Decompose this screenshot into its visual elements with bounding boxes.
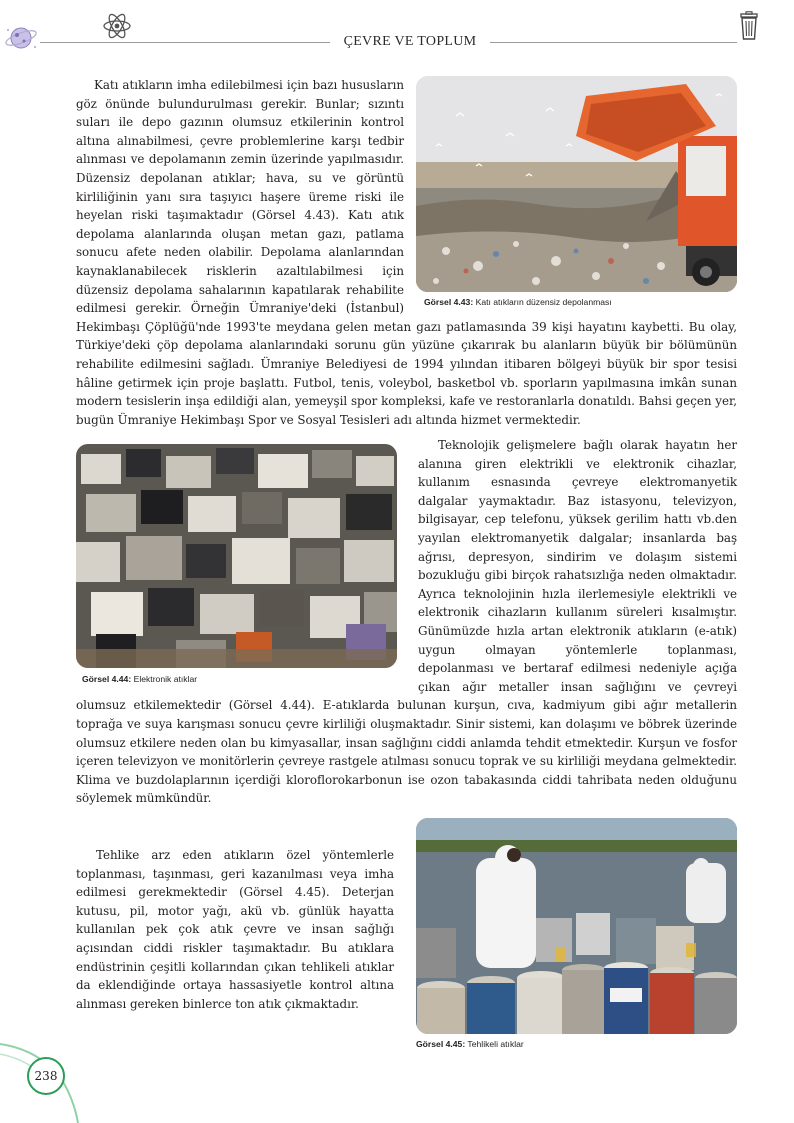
body-paragraph-1 (76, 76, 737, 429)
float-spacer (76, 436, 418, 688)
paragraph-text: Teknolojik gelişmelere bağlı olarak hayatın her alanına giren elektrikli ve elektronik cihazlar, kullanım esnasında çevreye elektromanyetik dalgalar yaymaktadır. Baz istasyonu, televizyon, bilgisayar, cep telefonu, yüksek gerilim hattı vb.den yayılan elektromanyetik dalgalar; insanlarda baş ağrısı, depresyon, sindirim ve dolaşım sistemi bozukluğu gibi birçok rahatsızlığa neden olmaktadır. Ayrıca teknolojinin hızla ilerlemesiyle elektrikli ve elektronik cihazların kullanım süreleri kısalmıştır. Günümüzde hızla artan elektronik atıkların (e-atık) uygun olmayan yöntemlerle toplanması, depolanması ve bertaraf edilmesi nedeniyle açığa çıkan ağır metaller insan sağlığını ve çevreyi olumsuz etkilemektedir (Görsel 4.44). E-atıklarda bulunan kurşun, cıva, kadmiyum gibi ağır metallerin toprağa ve suya karışması sonucu çevre kirliliği oluşmaktadır. Sinir sistemi, kan dolaşımı ve böbrek üzerinde olumsuz etkilere neden olan bu kimyasallar, insan sağlığını ciddi anlamda tehdit etmektedir. Kurşun ve fosfor içeren televizyon ve monitörlerin çevreye rastgele atılması sonucu toprak ve su kirliliği meydana gelmektedir. Klima ve buzdolaplarının içerdiği kloroflorokarbonun ise ozon tabakasında ciddi tahribata neden olduğunu söylemek mümkündür. (76, 438, 737, 806)
figure-number: Görsel 4.44: (82, 674, 132, 684)
float-spacer (404, 76, 737, 312)
page-title: ÇEVRE VE TOPLUM (330, 34, 490, 50)
figure-caption-text: Tehlikeli atıklar (465, 1039, 524, 1049)
header-rule-right (490, 42, 737, 43)
atom-icon (102, 11, 132, 41)
planet-logo-icon (2, 20, 40, 56)
figure-number: Görsel 4.43: (424, 297, 474, 307)
paragraph-text: Katı atıkların imha edilebilmesi için bazı hususların göz önünde bulundurulması gerekir. Bunlar; sızıntı suları ile depo gazının olumsuz etkilerinin kontrol altına alınabilmesi, çevre problemlerine karşı tedbir alınması ve depolamanın zemin üzerinde yapılmasıdır. Düzensiz depolanan atıklar; hava, su ve görüntü kirliliğinin yanı sıra taşıyıcı haşere üreme riski ile heyelan riski taşımaktadır (Görsel 4.43). Katı atık depolama alanlarında oluşan metan gazı, patlama sonucu afete neden olabilir. Depolama alanlarından kaynaklanabilecek risklerin azaltılabilmesi için düzensiz depolama sahalarının kapatılarak rehabilite edilmesi gerekir. Örneğin Ümraniye'deki (İstanbul) Hekimbaşı Çöplüğü'nde 1993'te meydana gelen metan gazı patlamasında 39 kişi hayatını kaybetti. Bu olay, Türkiye'deki çöp depolama alanlarındaki sorunu gün yüzüne çıkarırak bu alanların büyük bir bölümünün rehabilite edilmesini sağladı. Ümraniye Belediyesi de 1994 yılından itibaren bölgeyi büyük bir spor tesisi hâline getirmek için proje başlattı. Futbol, tenis, voleybol, basketbol vb. sporların yapılmasına imkân sunan modern tesislerin inşa edildiği alan, yemeyşil spor kompleksi, kafe ve restoranlarla donatıldı. Bahsi geçen yer, bugün Ümraniye Hekimbaşı Spor ve Sosyal Tesisleri adı altında hizmet vermektedir. (76, 78, 737, 427)
figure-number: Görsel 4.45: (416, 1039, 466, 1049)
body-paragraph-2 (76, 436, 737, 808)
figure-caption-text: Katı atıkların düzensiz depolanması (473, 297, 612, 307)
figure-caption-4-45 (416, 1039, 524, 1049)
trash-can-icon (738, 11, 760, 41)
figure-caption-text: Elektronik atıklar (131, 674, 198, 684)
header-rule-left (40, 42, 330, 43)
paragraph-text: Tehlike arz eden atıkların özel yöntemlerle toplanması, taşınması, geri kazanılması veya imha edilmesi gerekmektedir (Görsel 4.45). Deterjan kutusu, pil, motor yağı, akü vb. günlük hayatta kullanılan pek çok atık çevre ve insan sağlığı açısından ciddi riskler taşımaktadır. Bu atıklara endüstrinin çeşitli kollarından çıkan tehlikeli atıklar da eklendiğinde ortaya hassasiyetle kontrol altına alınması gereken binlerce ton atık çıkmaktadır. (76, 848, 394, 1011)
page-header (0, 0, 794, 60)
page-number: 238 (27, 1057, 65, 1095)
body-paragraph-3 (76, 846, 394, 1013)
hazardous-waste-photo (416, 818, 737, 1034)
